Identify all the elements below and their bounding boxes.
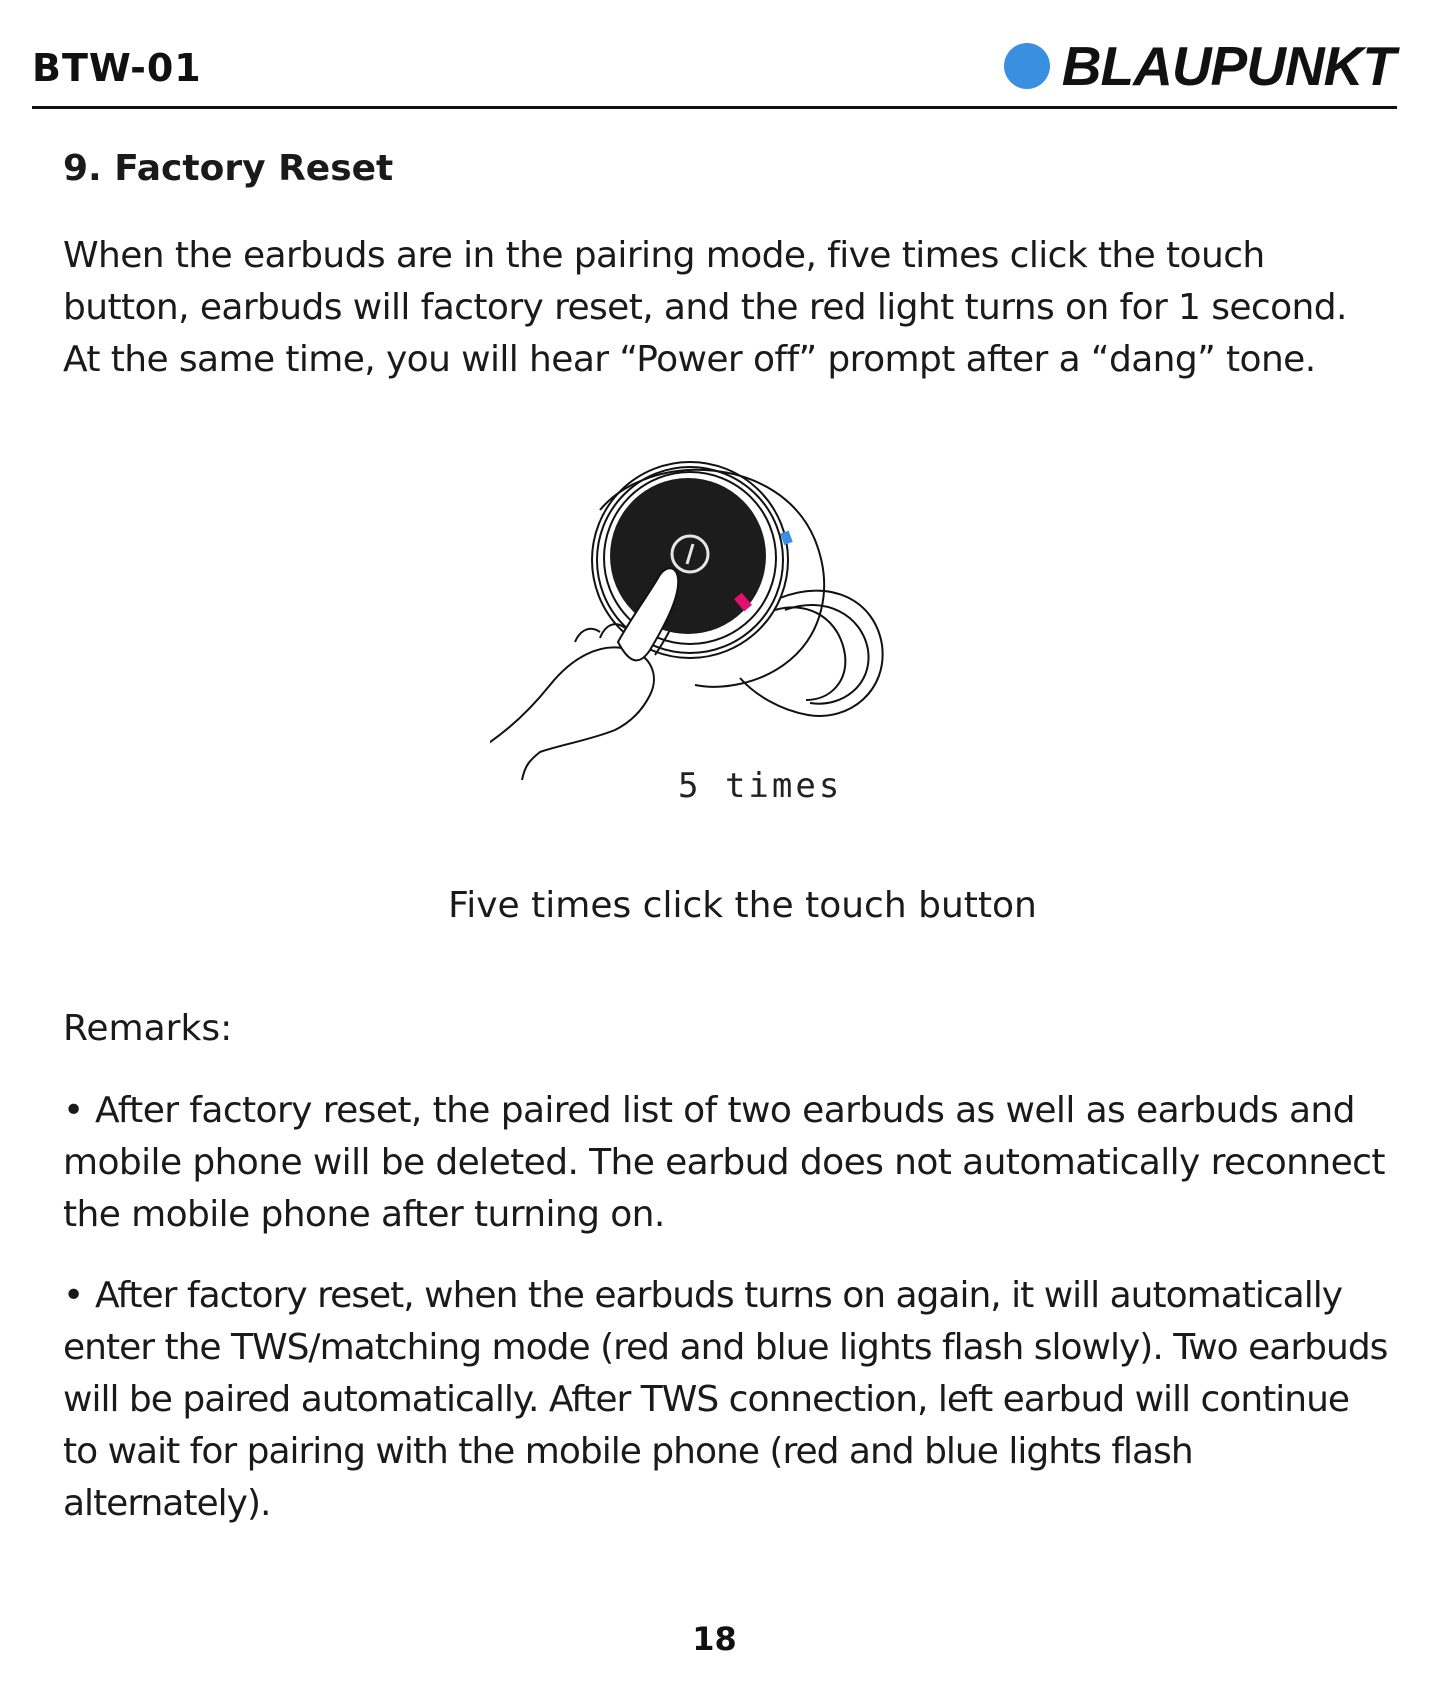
page-header <box>32 36 1397 109</box>
brand-dot-icon <box>1004 43 1050 89</box>
figure-caption: Five times click the touch button <box>448 885 1037 926</box>
model-number: BTW-01 <box>32 46 202 90</box>
reset-illustration <box>490 460 940 830</box>
brand-name: BLAUPUNKT <box>1061 35 1395 97</box>
ear-tip-outline <box>740 591 883 716</box>
bullet-icon: • <box>63 1275 84 1316</box>
hand-outline <box>490 647 654 780</box>
brand-logo <box>1004 36 1395 96</box>
intro-paragraph: When the earbuds are in the pairing mode, five times click the touch button, earbuds will factory reset, and the red light turns on for 1 second. At the same time, you will hear “Power off” prompt after a “dang” tone. <box>63 235 1347 380</box>
remark-text: After factory reset, when the earbuds turns on again, it will automatically enter the TWS/matching mode (red and blue lights flash slowly). Two earbuds will be paired automatically. After TWS connection, left earbud will continue to wait for pairing with the mobile phone (red and blue lights flash alternately). <box>63 1275 1388 1524</box>
section-title: 9. Factory Reset <box>63 148 394 189</box>
knuckle-line-2 <box>575 629 600 642</box>
remark-item <box>63 1270 1393 1530</box>
remarks-title: Remarks: <box>63 1008 233 1049</box>
remark-item <box>63 1085 1393 1241</box>
figure-label: 5 times <box>678 766 843 806</box>
remark-text: After factory reset, the paired list of two earbuds as well as earbuds and mobile phone will be deleted. The earbud does not automatically reconnect the mobile phone after turning on. <box>63 1090 1385 1235</box>
bullet-icon: • <box>63 1090 84 1131</box>
page-number: 18 <box>692 1620 737 1658</box>
ear-tip-ring <box>775 607 845 700</box>
